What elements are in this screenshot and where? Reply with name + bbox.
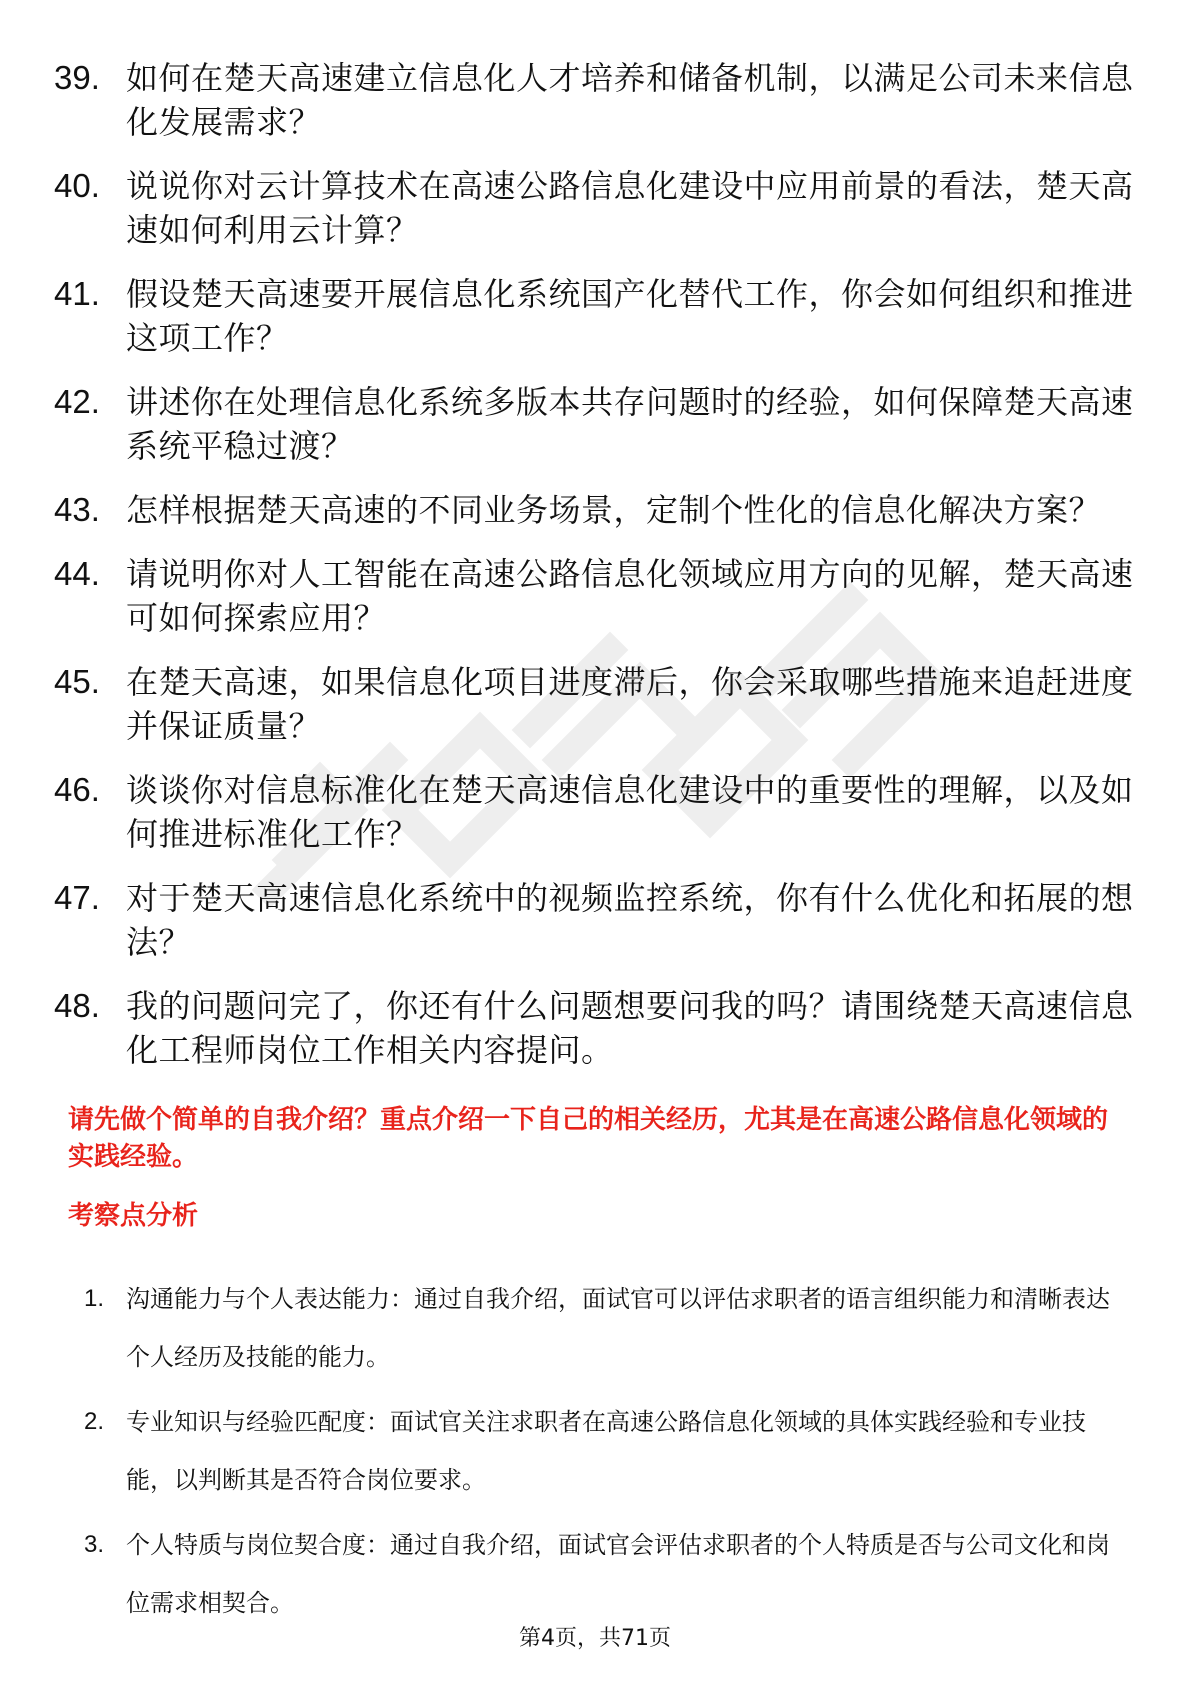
question-number: 44. [54,555,100,592]
analysis-number: 1. [84,1285,105,1312]
question-text: 请说明你对人工智能在高速公路信息化领域应用方向的见解，楚天高速可如何探索应用？ [126,555,1134,637]
question-item [54,488,1134,532]
question-text: 怎样根据楚天高速的不同业务场景，定制个性化的信息化解决方案？ [126,491,1102,529]
analysis-item [84,1393,1124,1509]
question-number: 41. [54,275,100,312]
analysis-number: 3. [84,1531,105,1558]
question-item [54,768,1134,856]
question-text: 假设楚天高速要开展信息化系统国产化替代工作，你会如何组织和推进这项工作？ [126,275,1134,357]
question-number: 40. [54,167,100,204]
question-list [54,56,1134,1092]
analysis-text: 专业知识与经验匹配度：面试官关注求职者在高速公路信息化领域的具体实践经验和专业技能，以判断其是否符合岗位要求。 [126,1408,1086,1494]
question-item [54,164,1134,252]
analysis-item [84,1270,1124,1386]
question-number: 47. [54,879,100,916]
question-text: 我的问题问完了，你还有什么问题想要问我的吗？请围绕楚天高速信息化工程师岗位工作相关内容提问。 [126,987,1134,1069]
question-number: 43. [54,491,100,528]
analysis-item [84,1516,1124,1632]
analysis-number: 2. [84,1408,105,1435]
question-number: 45. [54,663,100,700]
question-number: 42. [54,383,100,420]
analysis-text: 个人特质与岗位契合度：通过自我介绍，面试官会评估求职者的个人特质是否与公司文化和岗位需求相契合。 [126,1531,1110,1617]
analysis-heading: 考察点分析 [68,1201,199,1231]
question-item [54,380,1134,468]
question-item [54,984,1134,1072]
question-item [54,272,1134,360]
question-number: 46. [54,771,100,808]
question-item [54,552,1134,640]
question-number: 48. [54,987,100,1024]
analysis-list [84,1270,1124,1639]
question-text: 对于楚天高速信息化系统中的视频监控系统，你有什么优化和拓展的想法？ [126,879,1134,961]
question-text: 说说你对云计算技术在高速公路信息化建设中应用前景的看法，楚天高速如何利用云计算？ [126,167,1134,249]
question-item [54,56,1134,144]
page-footer: 第4页，共71页 [519,1626,671,1651]
question-number: 39. [54,59,100,96]
question-item [54,660,1134,748]
question-text: 讲述你在处理信息化系统多版本共存问题时的经验，如何保障楚天高速系统平稳过渡？ [126,383,1134,465]
analysis-text: 沟通能力与个人表达能力：通过自我介绍，面试官可以评估求职者的语言组织能力和清晰表达个人经历及技能的能力。 [126,1285,1110,1371]
highlight-question: 请先做个简单的自我介绍？重点介绍一下自己的相关经历，尤其是在高速公路信息化领域的实践经验。 [68,1105,1109,1172]
question-text: 谈谈你对信息标准化在楚天高速信息化建设中的重要性的理解，以及如何推进标准化工作？ [126,771,1134,853]
question-text: 如何在楚天高速建立信息化人才培养和储备机制，以满足公司未来信息化发展需求？ [126,59,1134,141]
question-item [54,876,1134,964]
question-text: 在楚天高速，如果信息化项目进度滞后，你会采取哪些措施来追赶进度并保证质量？ [126,663,1134,745]
